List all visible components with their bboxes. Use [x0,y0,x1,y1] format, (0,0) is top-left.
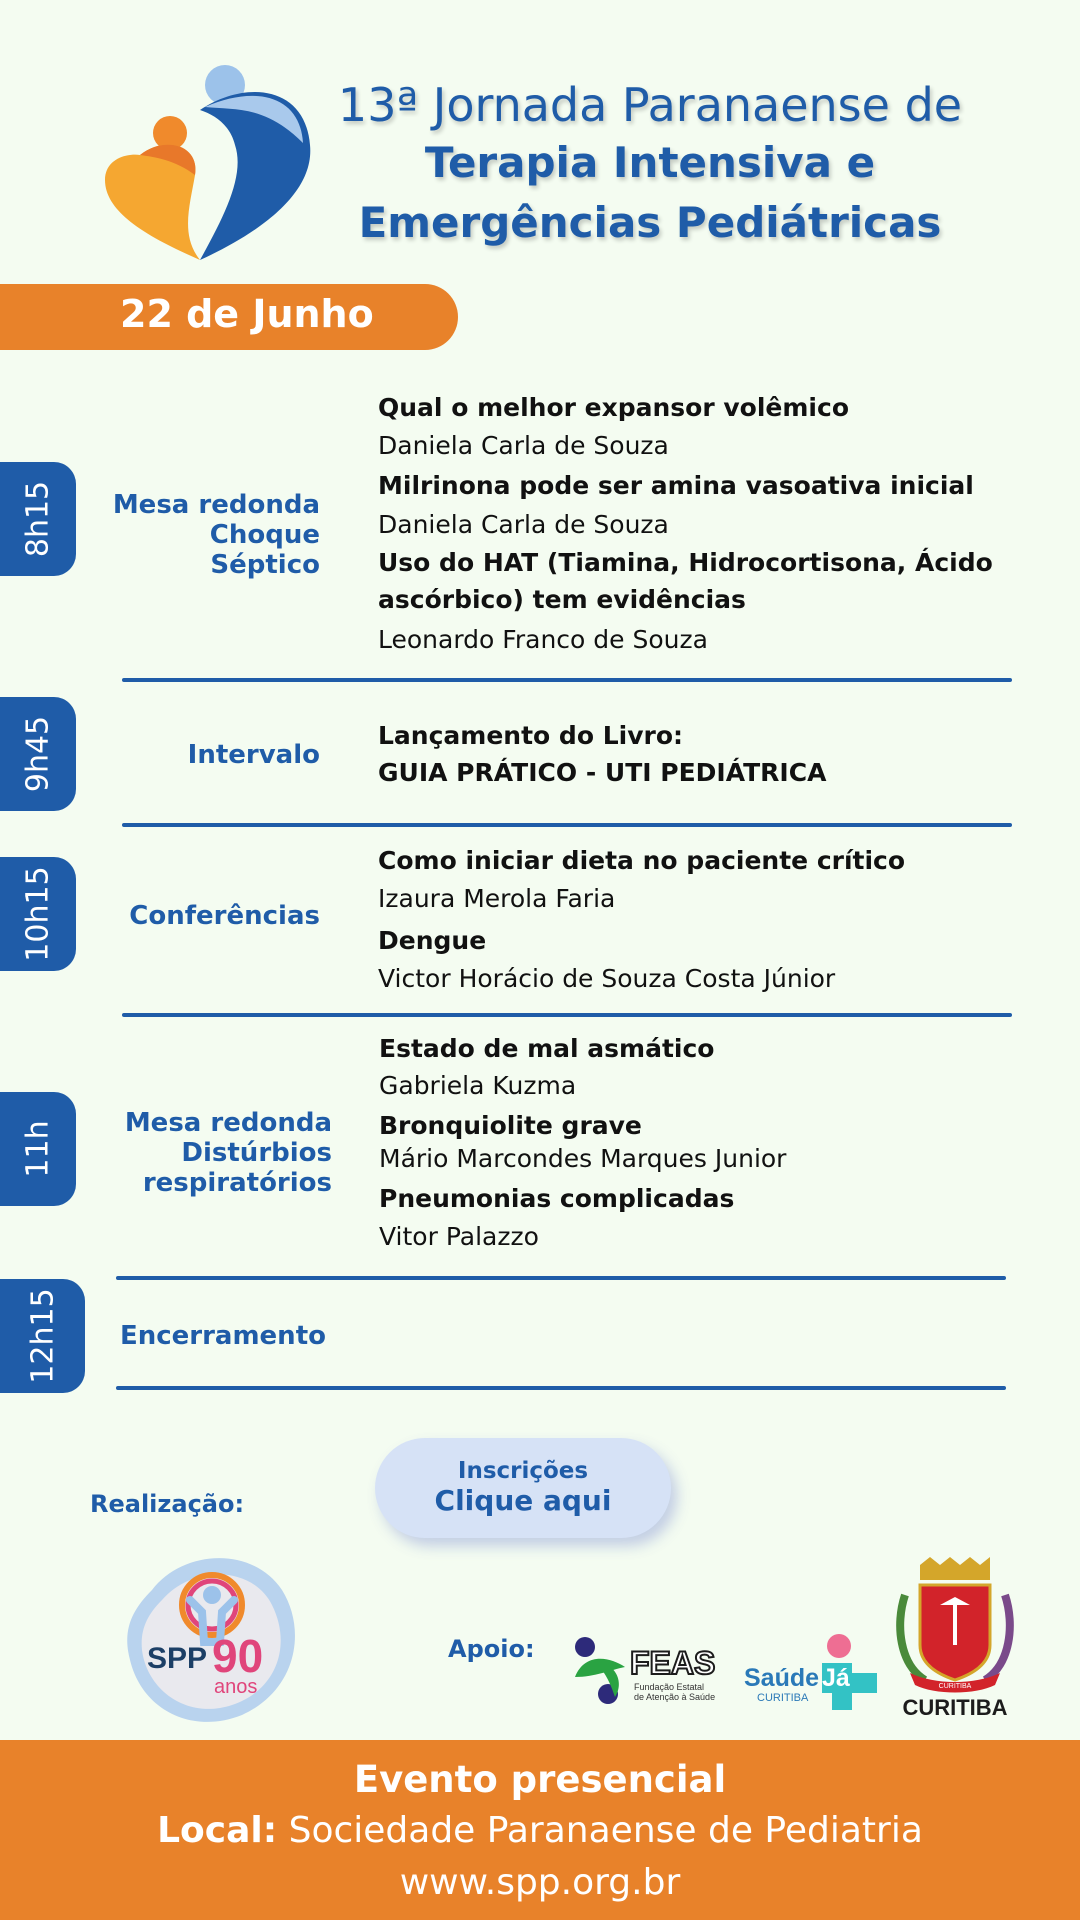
svg-text:CURITIBA: CURITIBA [938,1683,972,1690]
talk-speaker: Mário Marcondes Marques Junior [379,1144,787,1173]
time-tab-10h15: 10h15 [0,857,76,971]
realizacao-label: Realização: [90,1490,245,1518]
talk-title: Pneumonias complicadas [379,1184,735,1213]
talk-title: Dengue [378,926,487,955]
svg-text:CURITIBA: CURITIBA [902,1695,1008,1720]
section-divider [122,678,1012,682]
time-tab-11h: 11h [0,1092,76,1206]
talk-speaker: Daniela Carla de Souza [378,431,669,460]
session-label-intervalo: Intervalo [187,740,320,770]
spp-90-logo [122,1550,302,1725]
svg-text:anos: anos [214,1676,258,1698]
title-line-1: 13ª Jornada Paranaense de [337,78,963,132]
section-divider [122,823,1012,827]
title-line-3: Emergências Pediátricas [358,198,942,247]
event-format: Evento presencial [353,1758,727,1801]
event-location: Local: Sociedade Paranaense de Pediatria [157,1810,923,1851]
time-tab-12h15: 12h15 [0,1279,85,1393]
title-line-2: Terapia Intensiva e [424,138,876,187]
website-link[interactable]: www.spp.org.br [399,1862,681,1903]
talk-speaker: Izaura Merola Faria [378,884,616,913]
section-divider [122,1013,1012,1017]
svg-text:SPP: SPP [147,1642,208,1675]
svg-text:Saúde: Saúde [744,1664,820,1692]
session-label-mesa-respiratorios: Mesa redonda Distúrbios respiratórios [124,1108,332,1198]
time-tab-8h15: 8h15 [0,462,76,576]
talk-speaker: Victor Horácio de Souza Costa Júnior [378,964,836,993]
svg-text:90: 90 [212,1630,264,1682]
talk-speaker: Vitor Palazzo [379,1222,539,1251]
svg-text:CURITIBA: CURITIBA [757,1692,809,1704]
talk-speaker: Leonardo Franco de Souza [378,625,708,654]
saude-ja-logo [742,1628,882,1713]
apoio-label: Apoio: [448,1635,535,1663]
session-label-encerramento: Encerramento [119,1321,326,1351]
talk-title: Estado de mal asmático [379,1034,715,1063]
section-divider [116,1386,1006,1390]
talk-title-cont: GUIA PRÁTICO - UTI PEDIÁTRICA [378,758,827,787]
svg-text:FEAS: FEAS [630,1645,716,1681]
talk-title-cont: ascórbico) tem evidências [378,585,746,614]
svg-text:de Atenção à Saúde: de Atenção à Saúde [634,1692,716,1702]
curitiba-coat-of-arms [890,1555,1020,1720]
talk-speaker: Daniela Carla de Souza [378,510,669,539]
svg-text:Já: Já [822,1664,850,1692]
svg-text:Fundação Estatal: Fundação Estatal [634,1682,705,1692]
talk-title: Milrinona pode ser amina vasoativa inicial [378,471,974,500]
section-divider [116,1276,1006,1280]
time-tab-9h45: 9h45 [0,697,76,811]
inscricoes-button[interactable] [375,1438,671,1538]
talk-title: Qual o melhor expansor volêmico [378,393,849,422]
feas-logo [570,1632,720,1712]
talk-speaker: Gabriela Kuzma [379,1071,577,1100]
session-label-conferencias: Conferências [129,901,320,931]
talk-title: Lançamento do Livro: [378,721,683,750]
talk-title: Como iniciar dieta no paciente crítico [378,846,906,875]
jornada-heart-logo [105,65,330,265]
event-date: 22 de Junho [120,292,374,336]
inscricoes-label: Inscrições [457,1458,589,1484]
talk-title: Uso do HAT (Tiamina, Hidrocortisona, Ácido [378,548,993,577]
session-label-mesa-choque: Mesa redonda Choque Séptico [112,490,320,580]
clique-aqui-label: Clique aqui [434,1484,612,1517]
talk-title: Bronquiolite grave [379,1111,642,1140]
